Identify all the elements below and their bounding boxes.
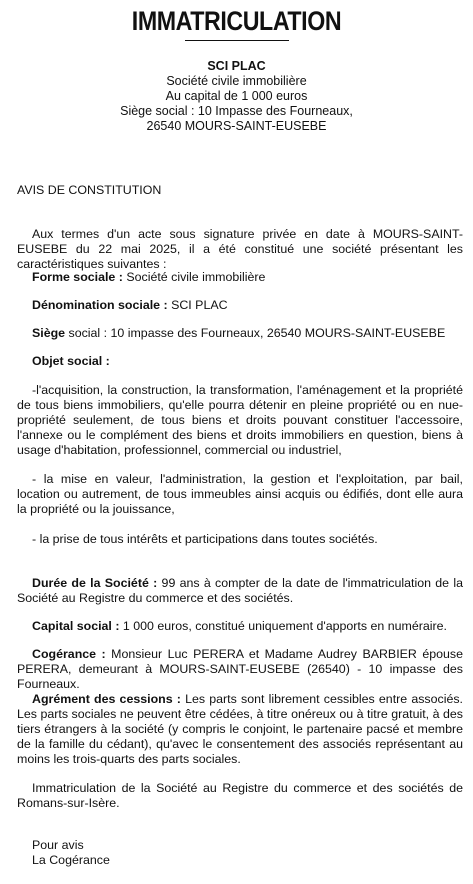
heading-underline: [185, 40, 289, 41]
signature-block: [17, 838, 463, 868]
signature-line-1: Pour avis: [32, 838, 84, 852]
company-capital: Au capital de 1 000 euros: [165, 89, 308, 103]
siege-value: social : 10 impasse des Fourneaux, 26540 MOURS-SAINT-EUSEBE: [65, 326, 446, 340]
avis-title: AVIS DE CONSTITUTION: [17, 183, 162, 197]
denomination-sociale: [17, 298, 463, 313]
company-header: [12, 59, 461, 134]
cogerance: [17, 647, 463, 692]
agrement-label: Agrément des cessions :: [32, 692, 181, 706]
denomination-label: Dénomination sociale :: [32, 298, 168, 312]
cogerance-label: Cogérance :: [32, 647, 106, 661]
forme-label: Forme sociale :: [32, 270, 123, 284]
objet-item: - la prise de tous intérêts et participations dans toutes sociétés.: [32, 532, 378, 546]
legal-notice: [0, 6, 473, 884]
intro-paragraph: Aux termes d'un acte sous signature privée en date à MOURS-SAINT-EUSEBE du 22 mai 2025, il a été constitué une société présentant les caractéristiques suivantes :: [17, 227, 463, 271]
notice-heading: IMMATRICULATION: [131, 6, 342, 36]
denomination-value: SCI PLAC: [167, 298, 228, 312]
objet-social: [17, 354, 463, 369]
objet-label: Objet social :: [32, 354, 110, 368]
siege-social: [17, 326, 463, 341]
company-name: SCI PLAC: [207, 59, 266, 73]
duree-label: Durée de la Société :: [32, 576, 158, 590]
forme-value: Société civile immobilière: [122, 270, 266, 284]
cogerance-value: Monsieur Luc PERERA et Madame Audrey BARBIER épouse PERERA, demeurant à MOURS-SAINT-EUSEBE (26540) - 10 impasse des Fourneaux.: [17, 647, 463, 691]
forme-sociale: [17, 270, 463, 285]
siege-label: Siège: [32, 326, 66, 340]
agrement-value: Les parts sont librement cessibles entre associés. Les parts sociales ne peuvent être cédées, à titre onéreux ou à titre gratuit, à des tiers étrangers à la société (y compris le conjoint, le partenaire pacsé et membre de la famille du cédant), qu'avec le consentement des associés représentant au moins les trois-quarts des parts sociales.: [17, 692, 463, 766]
signature-line-2: La Cogérance: [32, 853, 110, 867]
agrement-cessions: [17, 692, 463, 767]
capital-social: [17, 619, 463, 634]
immatriculation-paragraph: Immatriculation de la Société au Registre du commerce et des sociétés de Romans-sur-Isère.: [17, 781, 463, 810]
duree-value: 99 ans à compter de la date de l'immatriculation de la Société au Registre du commerce et des sociétés.: [17, 576, 463, 605]
capital-label: Capital social :: [32, 619, 120, 633]
capital-value: 1 000 euros, constitué uniquement d'apports en numéraire.: [119, 619, 447, 633]
company-type: Société civile immobilière: [166, 74, 307, 88]
objet-item: - la mise en valeur, l'administration, la gestion et l'exploitation, par bail, location ou autrement, de tous immeubles ainsi acquis ou édifiés, dont elle aura la propriété ou la jouissance,: [17, 472, 463, 516]
company-city: 26540 MOURS-SAINT-EUSEBE: [146, 119, 327, 133]
objet-item: -l'acquisition, la construction, la transformation, l'aménagement et la propriété de tous biens immobiliers, qu'elle pourra détenir en pleine propriété ou en nue-propriété seulement, de tous biens et droits pouvant constituer l'accessoire, l'annexe ou le complément des biens et droits immobiliers en question, biens à usage d'habitation, professionnel, commercial ou industriel,: [17, 383, 463, 457]
company-siege: Siège social : 10 Impasse des Fourneaux,: [120, 104, 353, 118]
duree-societe: [17, 576, 463, 606]
